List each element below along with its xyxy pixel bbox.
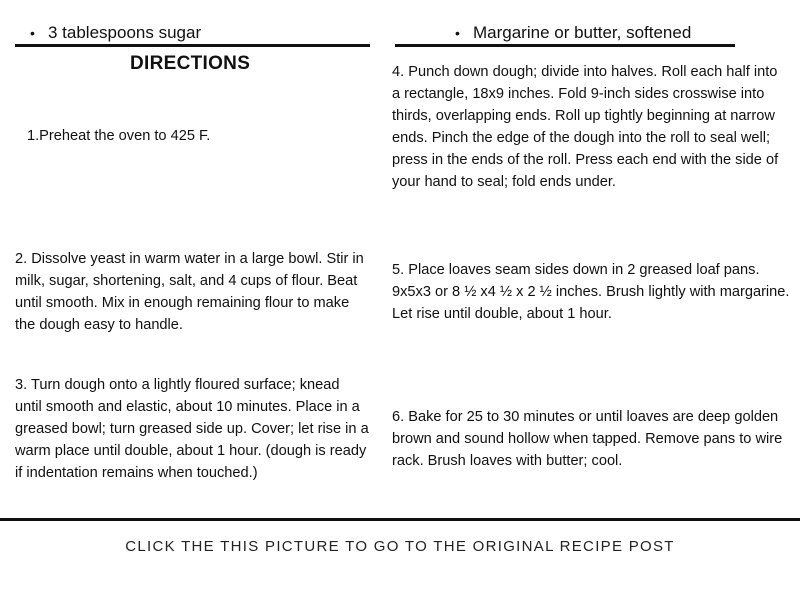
direction-step-3: 3. Turn dough onto a lightly floured surface; knead until smooth and elastic, about 10 minutes. Place in a greased bowl; turn greased side up. Cover; let rise in a warm place until double, about 1 hour. (dough is ready if indentation remains when touched.) <box>15 377 369 481</box>
ingredient-item <box>455 23 691 43</box>
direction-step-4: 4. Punch down dough; divide into halves. Roll each half into a rectangle, 18x9 inches. Fold 9-inch sides crosswise into thirds, overlapping ends. Roll up tightly beginning at narrow ends. Pinch the edge of the dough into the roll to seal well; press in the ends of the roll. Press each end with the side of your hand to seal; fold ends under. <box>392 64 779 190</box>
bullet-icon: • <box>455 25 460 41</box>
ingredient-text: Margarine or butter, softened <box>473 23 692 42</box>
direction-step-2: 2. Dissolve yeast in warm water in a large bowl. Stir in milk, sugar, shortening, salt, and 4 cups of flour. Beat until smooth. Mix in enough remaining flour to make the dough easy to handle. <box>15 251 364 333</box>
direction-step-5: 5. Place loaves seam sides down in 2 greased loaf pans. 9x5x3 or 8 ½ x4 ½ x 2 ½ inches. Brush lightly with margarine. Let rise until double, about 1 hour. <box>392 262 790 322</box>
divider <box>0 518 800 521</box>
original-recipe-link[interactable]: CLICK THE THIS PICTURE TO GO TO THE ORIGINAL RECIPE POST <box>125 538 675 555</box>
direction-step-6: 6. Bake for 25 to 30 minutes or until loaves are deep golden brown and sound hollow when tapped. Remove pans to wire rack. Brush loaves with butter; cool. <box>392 409 783 469</box>
directions-heading: DIRECTIONS <box>130 53 251 74</box>
ingredient-text: 3 tablespoons sugar <box>48 23 202 42</box>
divider <box>15 44 370 47</box>
divider <box>395 44 735 47</box>
bullet-icon: • <box>30 25 35 41</box>
ingredient-item <box>30 23 201 43</box>
direction-step-1: 1.Preheat the oven to 425 F. <box>27 128 211 144</box>
